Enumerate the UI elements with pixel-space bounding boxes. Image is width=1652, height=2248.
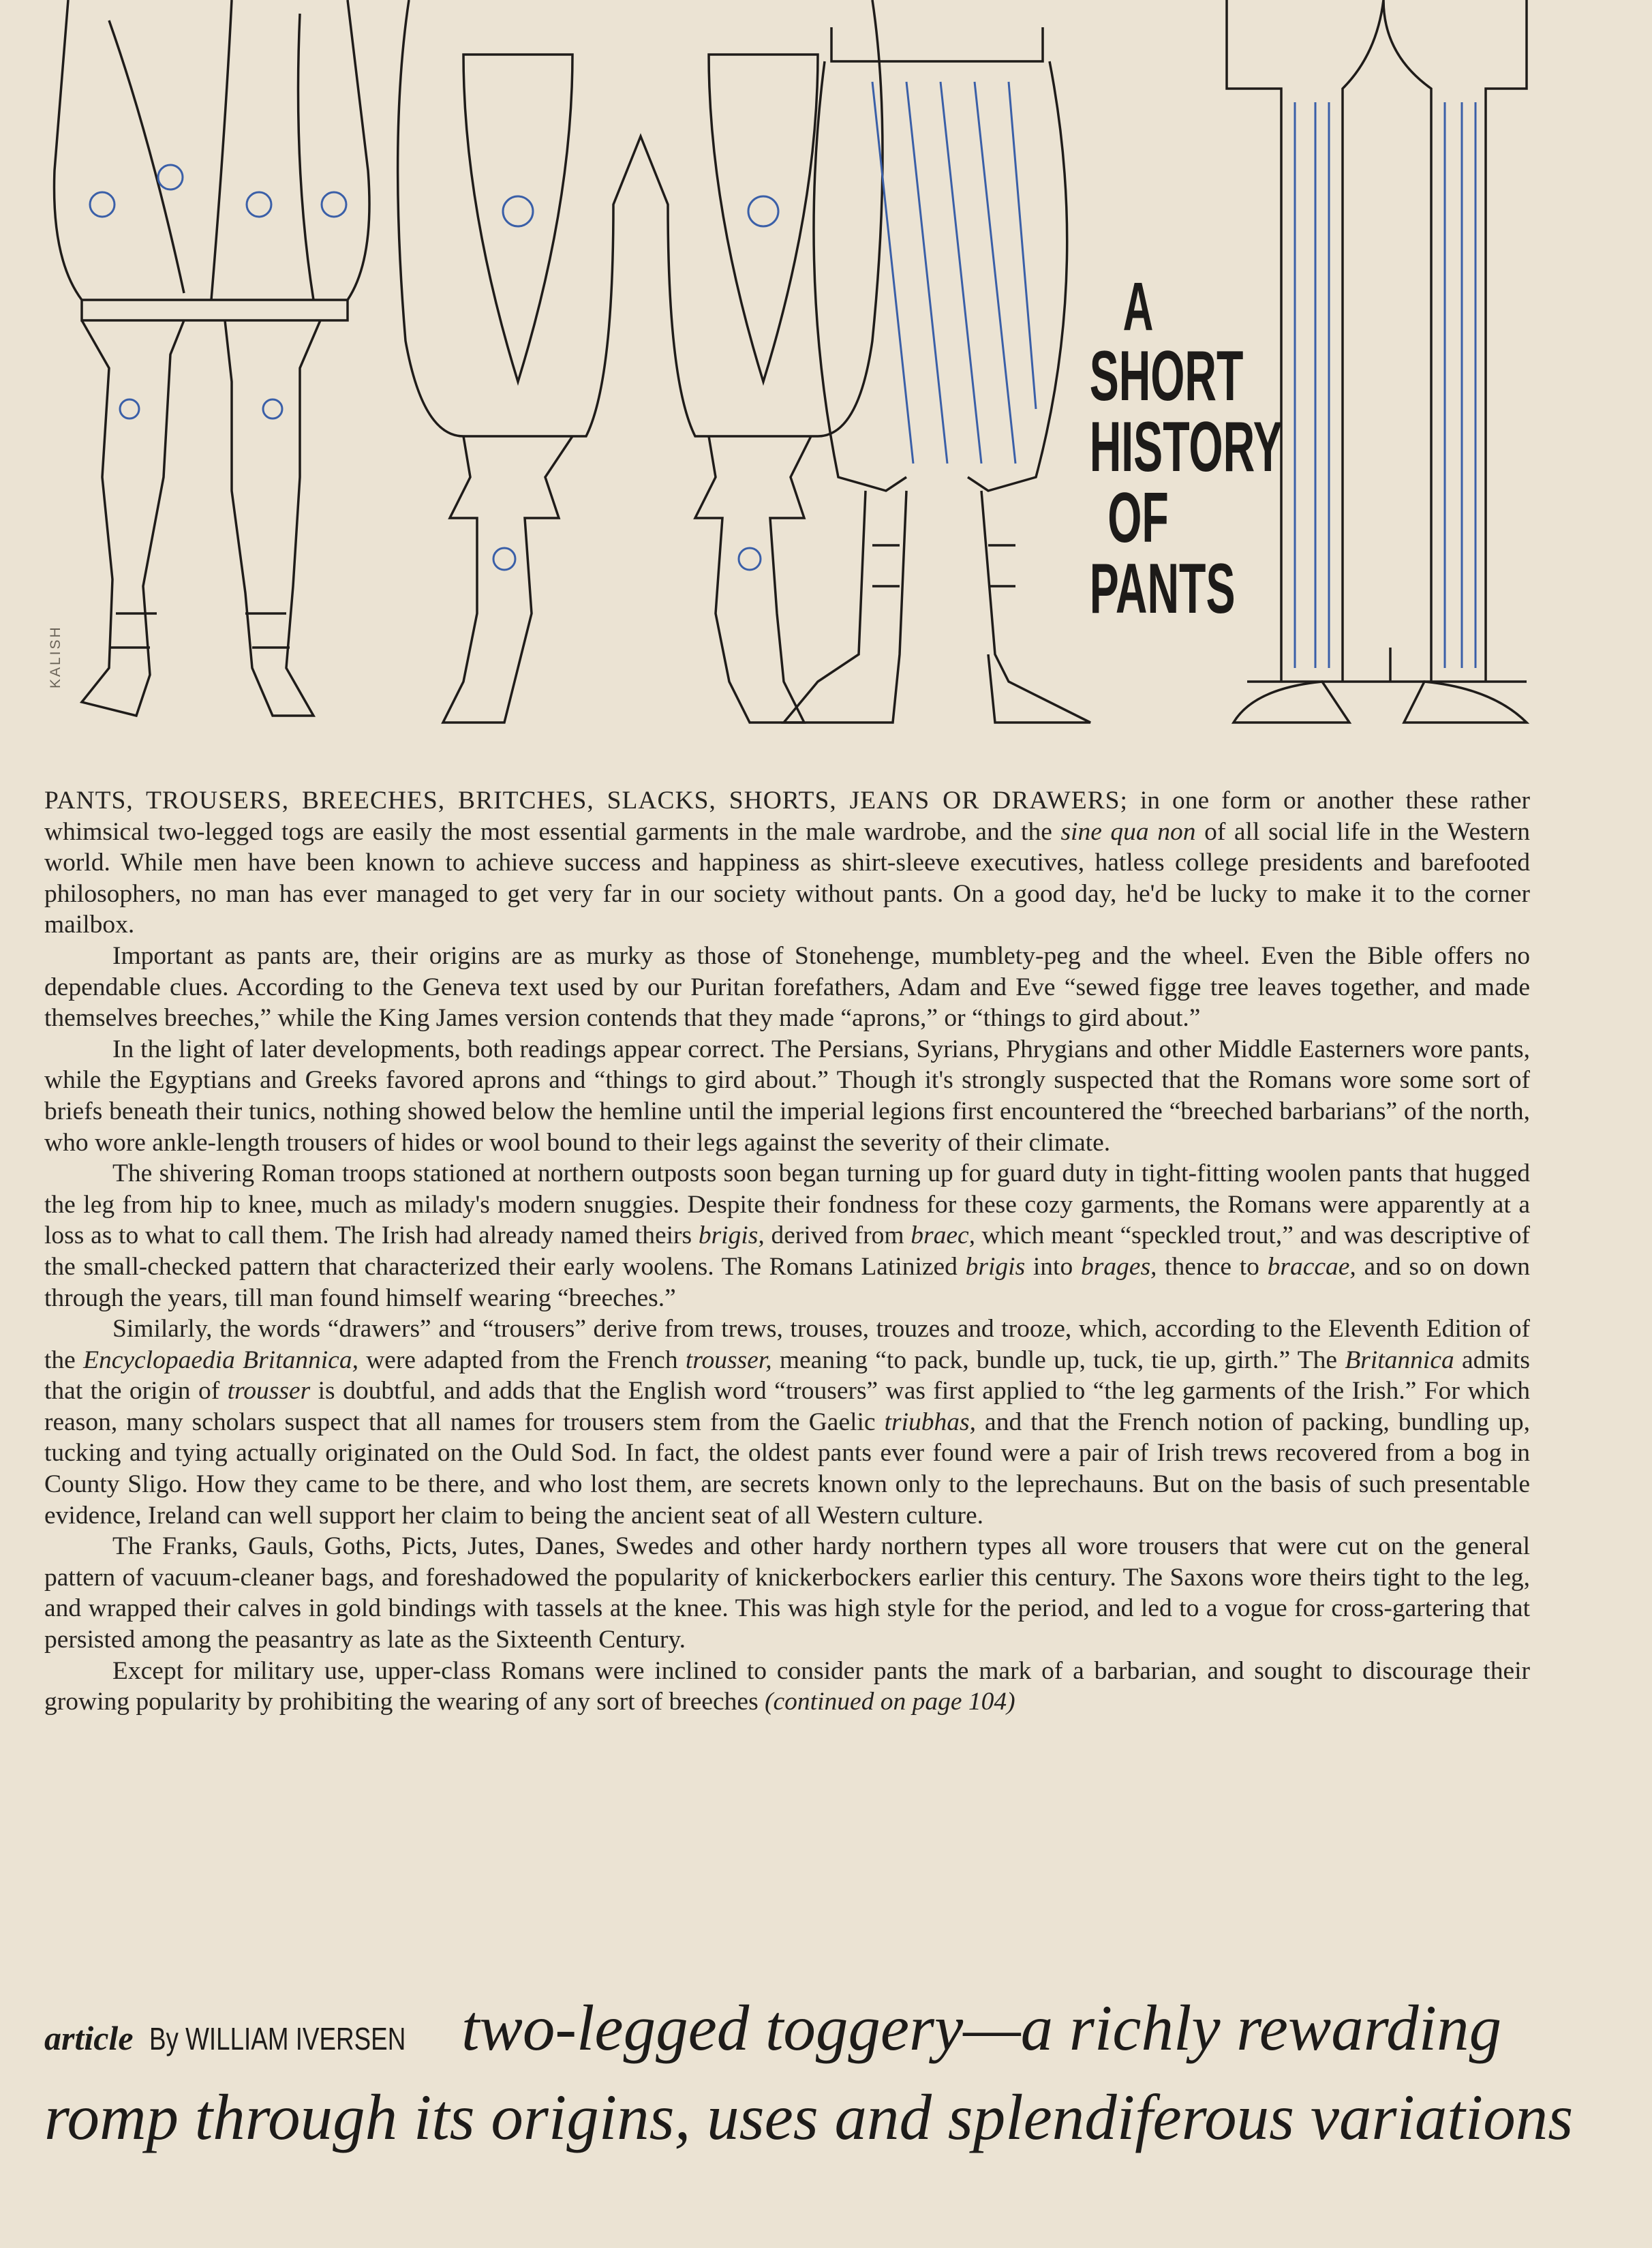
pinstripe-trousers-figure bbox=[1227, 0, 1527, 723]
paragraph-1: PANTS, TROUSERS, BREECHES, BRITCHES, SLACKS, SHORTS, JEANS OR DRAWERS; in one form or another these rather whimsical two-legged togs are easily the most essential garments in the male wardrobe, and the sine qua non of all social life in the Western world. While men have been known to achieve success and happiness as shirt-sleeve executives, hatless college presidents and barefooted philosophers, no man has ever managed to get very far in our society without pants. On a good day, he'd be lucky to make it to the corner mailbox. bbox=[44, 787, 1530, 939]
title-line-4: OF bbox=[1107, 479, 1169, 558]
slashed-breeches-figure bbox=[398, 0, 883, 723]
article-body bbox=[44, 785, 1530, 1937]
continued-link[interactable]: (continued on page 104) bbox=[765, 1688, 1015, 1716]
paragraph-7: Except for military use, upper-class Romans were inclined to consider pants the mark of a barbarian, and sought to discourage their growing popularity by prohibiting the wearing of any sort of breeches (continued on page 104) bbox=[44, 1656, 1530, 1716]
deck-text-1: two-legged toggery—a richly rewarding bbox=[461, 1992, 1502, 2064]
paragraph-4: The shivering Roman troops stationed at northern outposts soon began turning up for guard duty in tight-fitting woolen pants that hugged the leg from hip to knee, much as milady's modern snuggies. Despite their fondness for these cozy garments, the Romans were apparently at a loss as to what to call them. The Irish had already named theirs brigis, derived from braec, which meant “speckled trout,” and was descriptive of the small-checked pattern that characterized their early woolens. The Romans Latinized brigis into brages, thence to braccae, and so on down through the years, till man found himself wearing “breeches.” bbox=[44, 1159, 1530, 1312]
deck-line-2: romp through its origins, uses and splendiferous variations bbox=[44, 2081, 1574, 2153]
title-line-2: SHORT bbox=[1089, 337, 1244, 416]
byline-deck bbox=[44, 1990, 1574, 2158]
pants-illustration bbox=[27, 0, 1561, 760]
paragraph-3: In the light of later developments, both readings appear correct. The Persians, Syrians, Phrygians and other Middle Easterners wore pants, while the Egyptians and Greeks favored aprons and “things to gird about.” Though it's strongly suspected that the Romans wore some sort of briefs beneath their tunics, nothing showed below the hemline until the imperial legions first encountered the “breeched barbarians” of the north, who wore ankle-length trousers of hides or wool bound to their legs against the severity of their climate. bbox=[44, 1035, 1530, 1157]
title-line-3: HISTORY bbox=[1089, 408, 1283, 487]
paragraph-5: Similarly, the words “drawers” and “trousers” derive from trews, trouses, trouzes and trooze, which, according to the Eleventh Edition of the Encyclopaedia Britannica, were adapted from the French trousser, meaning “to pack, bundle up, tuck, tie up, girth.” The Britannica admits that the origin of trousser is doubtful, and adds that the English word “trousers” was first applied to “the leg garments of the Irish.” For which reason, many scholars suspect that all names for trousers stem from the Gaelic triubhas, and that the French notion of packing, bundling up, tucking and tying actually originated on the Ould Sod. In fact, the oldest pants ever found were a pair of Irish trews recovered from a bog in County Sligo. How they came to be there, and who lost them, are secrets known only to the leprechauns. But on the basis of such presentable evidence, Ireland can well support her claim to being the ancient seat of all Western culture. bbox=[44, 1315, 1530, 1530]
paragraph-6: The Franks, Gauls, Goths, Picts, Jutes, Danes, Swedes and other hardy northern types all wore trousers that were cut on the general pattern of vacuum-cleaner bags, and foreshadowed the popularity of knickerbockers earlier this century. The Saxons wore theirs tight to the leg, and wrapped their calves in gold bindings with tassels at the knee. This was high style for the period, and led to a vogue for cross-gartering that persisted among the peasantry as late as the Sixteenth Century. bbox=[44, 1532, 1530, 1654]
author-credit: By WILLIAM IVERSEN bbox=[149, 2021, 406, 2056]
title-line-1: A bbox=[1122, 269, 1154, 345]
deck-line-1 bbox=[44, 1990, 1557, 2076]
lead-in: PANTS, TROUSERS, BREECHES, BRITCHES, SLACKS, SHORTS, JEANS OR DRAWERS; bbox=[44, 787, 1128, 815]
artist-credit: KALISH bbox=[48, 625, 63, 688]
tudor-hose-figure bbox=[55, 0, 370, 716]
paragraph-2: Important as pants are, their origins are as murky as those of Stonehenge, mumblety-peg and the wheel. Even the Bible offers no dependable clues. According to the Geneva text used by our Puritan forefathers, Adam and Eve “sewed figge tree leaves together, and made themselves breeches,” while the King James version contends that they made “aprons,” or “things to gird about.” bbox=[44, 941, 1530, 1033]
section-label: article bbox=[44, 2019, 134, 2057]
title-line-5: PANTS bbox=[1089, 549, 1236, 628]
page-title bbox=[1089, 269, 1283, 628]
